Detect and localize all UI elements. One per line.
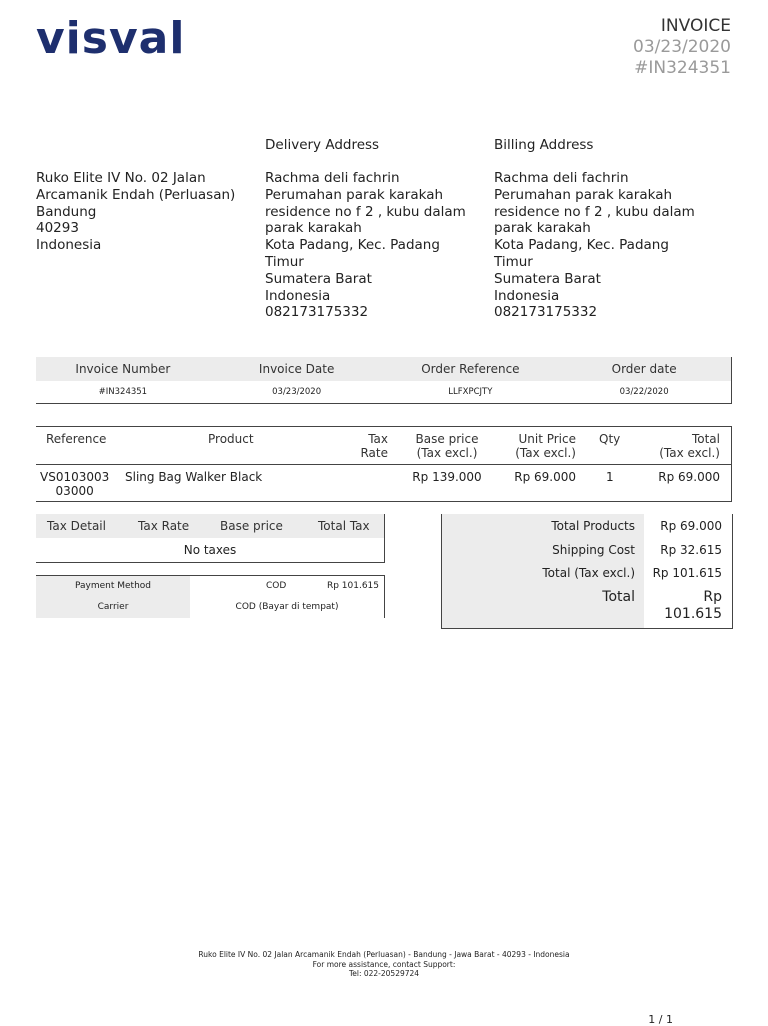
invoice-number-header: #IN324351 [634,58,731,78]
shipping-cost-value: Rp 32.615 [660,543,722,557]
col-unit-price-line2: (Tax excl.) [515,446,576,460]
billing-address [494,170,695,321]
billing-address-line: Kota Padang, Kec. Padang [494,237,669,254]
col-tax-rate-line1: Tax [368,432,388,446]
invoice-summary-table [36,357,732,404]
delivery-address-line: Indonesia [265,287,331,304]
footer-address: Ruko Elite IV No. 02 Jalan Arcamanik Endah (Perluasan) - Bandung - Jawa Barat - 40293 - Indonesia [198,950,570,959]
page-number: 1 / 1 [648,1013,673,1026]
delivery-address-line: residence no f 2 , kubu dalam [265,203,466,220]
shop-address-line: Arcamanik Endah (Perluasan) [36,186,236,203]
payment-method-label: Payment Method [36,576,190,597]
col-total-tax: Total Tax [318,519,370,533]
billing-address-line: 082173175332 [494,304,598,321]
col-total-line1: Total [691,432,720,446]
col-base-price [406,432,488,460]
summary-header-row [36,357,731,381]
carrier-label: Carrier [36,597,190,618]
col-base-price-line2: (Tax excl.) [416,446,478,460]
billing-address-line: residence no f 2 , kubu dalam [494,203,695,220]
grand-total-label: Total [602,589,635,605]
billing-address-line: Perumahan parak karakah [494,186,673,203]
shop-address-line: Ruko Elite IV No. 02 Jalan [36,170,206,186]
shop-address [36,170,235,254]
payment-table [36,575,385,618]
delivery-address-line: Timur [265,253,304,270]
row-reference-line1: VS0103003 [40,470,110,484]
product-table-header [36,427,731,465]
col-tax-detail: Tax Detail [47,519,106,533]
row-base-price: Rp 139.000 [412,470,482,484]
col-base-price-line1: Base price [415,432,479,446]
billing-address-line: Rachma deli fachrin [494,170,629,186]
row-total: Rp 69.000 [658,470,720,484]
billing-address-line: parak karakah [494,220,591,237]
total-products-label: Total Products [551,519,635,533]
shop-address-line: Bandung [36,203,97,220]
row-reference [40,470,109,498]
payment-method-row [36,576,384,597]
summary-value-cell: #IN324351 [98,387,148,397]
grand-total-value-line1: Rp [703,589,722,605]
delivery-address-title: Delivery Address [265,137,380,153]
shop-address-line: Indonesia [36,237,102,254]
row-reference-line2: 03000 [55,484,94,498]
billing-address-title: Billing Address [494,137,594,153]
footer-support: For more assistance, contact Support: [312,959,456,969]
summary-value-cell: LLFXPCJTY [448,387,493,397]
carrier-row [36,597,384,618]
summary-header-cell: Order Reference [421,362,520,376]
table-row [36,465,731,501]
summary-value-cell: 03/22/2020 [619,387,669,397]
delivery-address-line: 082173175332 [265,304,369,321]
col-tax-rate-line2: Rate [360,446,388,460]
row-qty: 1 [606,470,614,484]
row-unit-price: Rp 69.000 [514,470,576,484]
invoice-header [633,16,731,79]
document-type: INVOICE [660,16,731,36]
row-product: Sling Bag Walker Black [125,470,263,484]
col-tax-rate [350,432,388,460]
payment-method-amount: Rp 101.615 [326,581,379,591]
delivery-address-line: Sumatera Barat [265,270,372,287]
tax-empty-row: No taxes [183,543,237,557]
delivery-address-line: parak karakah [265,220,362,237]
total-excl-value: Rp 101.615 [652,566,722,580]
delivery-address [265,170,466,321]
company-logo: visval [36,13,186,64]
summary-header-cell: Order date [611,362,677,376]
billing-address-line: Timur [494,253,533,270]
col-total-line2: (Tax excl.) [659,446,720,460]
total-excl-label: Total (Tax excl.) [542,566,635,580]
payment-method-value: COD [266,581,287,591]
footer-phone: Tel: 022-20529724 [348,969,420,978]
shop-address-line: 40293 [36,220,79,237]
col-unit-price-line1: Unit Price [518,432,576,446]
summary-header-cell: Invoice Number [75,362,171,376]
tax-table [36,514,385,563]
delivery-address-line: Perumahan parak karakah [265,186,444,203]
grand-total-value [664,589,722,623]
billing-address-line: Indonesia [494,287,560,304]
delivery-address-line: Kota Padang, Kec. Padang [265,237,440,254]
grand-total-value-line2: 101.615 [664,606,722,622]
col-tax-rate: Tax Rate [138,519,190,533]
invoice-date-header: 03/23/2020 [633,37,731,57]
tax-table-header [36,514,384,538]
summary-header-cell: Invoice Date [258,362,335,376]
col-unit-price [506,432,576,460]
col-product: Product [208,432,254,446]
col-qty: Qty [599,432,621,446]
summary-value-row [36,381,731,403]
col-base-price: Base price [220,519,283,533]
billing-address-line: Sumatera Barat [494,270,601,287]
shipping-cost-label: Shipping Cost [552,543,635,557]
summary-value-cell: 03/23/2020 [272,387,322,397]
col-reference: Reference [46,432,107,446]
carrier-value: COD (Bayar di tempat) [235,602,339,612]
product-table [36,426,732,502]
col-total [646,432,720,460]
totals-table [441,514,733,629]
footer [0,950,768,979]
delivery-address-line: Rachma deli fachrin [265,170,400,186]
total-products-value: Rp 69.000 [660,519,722,533]
